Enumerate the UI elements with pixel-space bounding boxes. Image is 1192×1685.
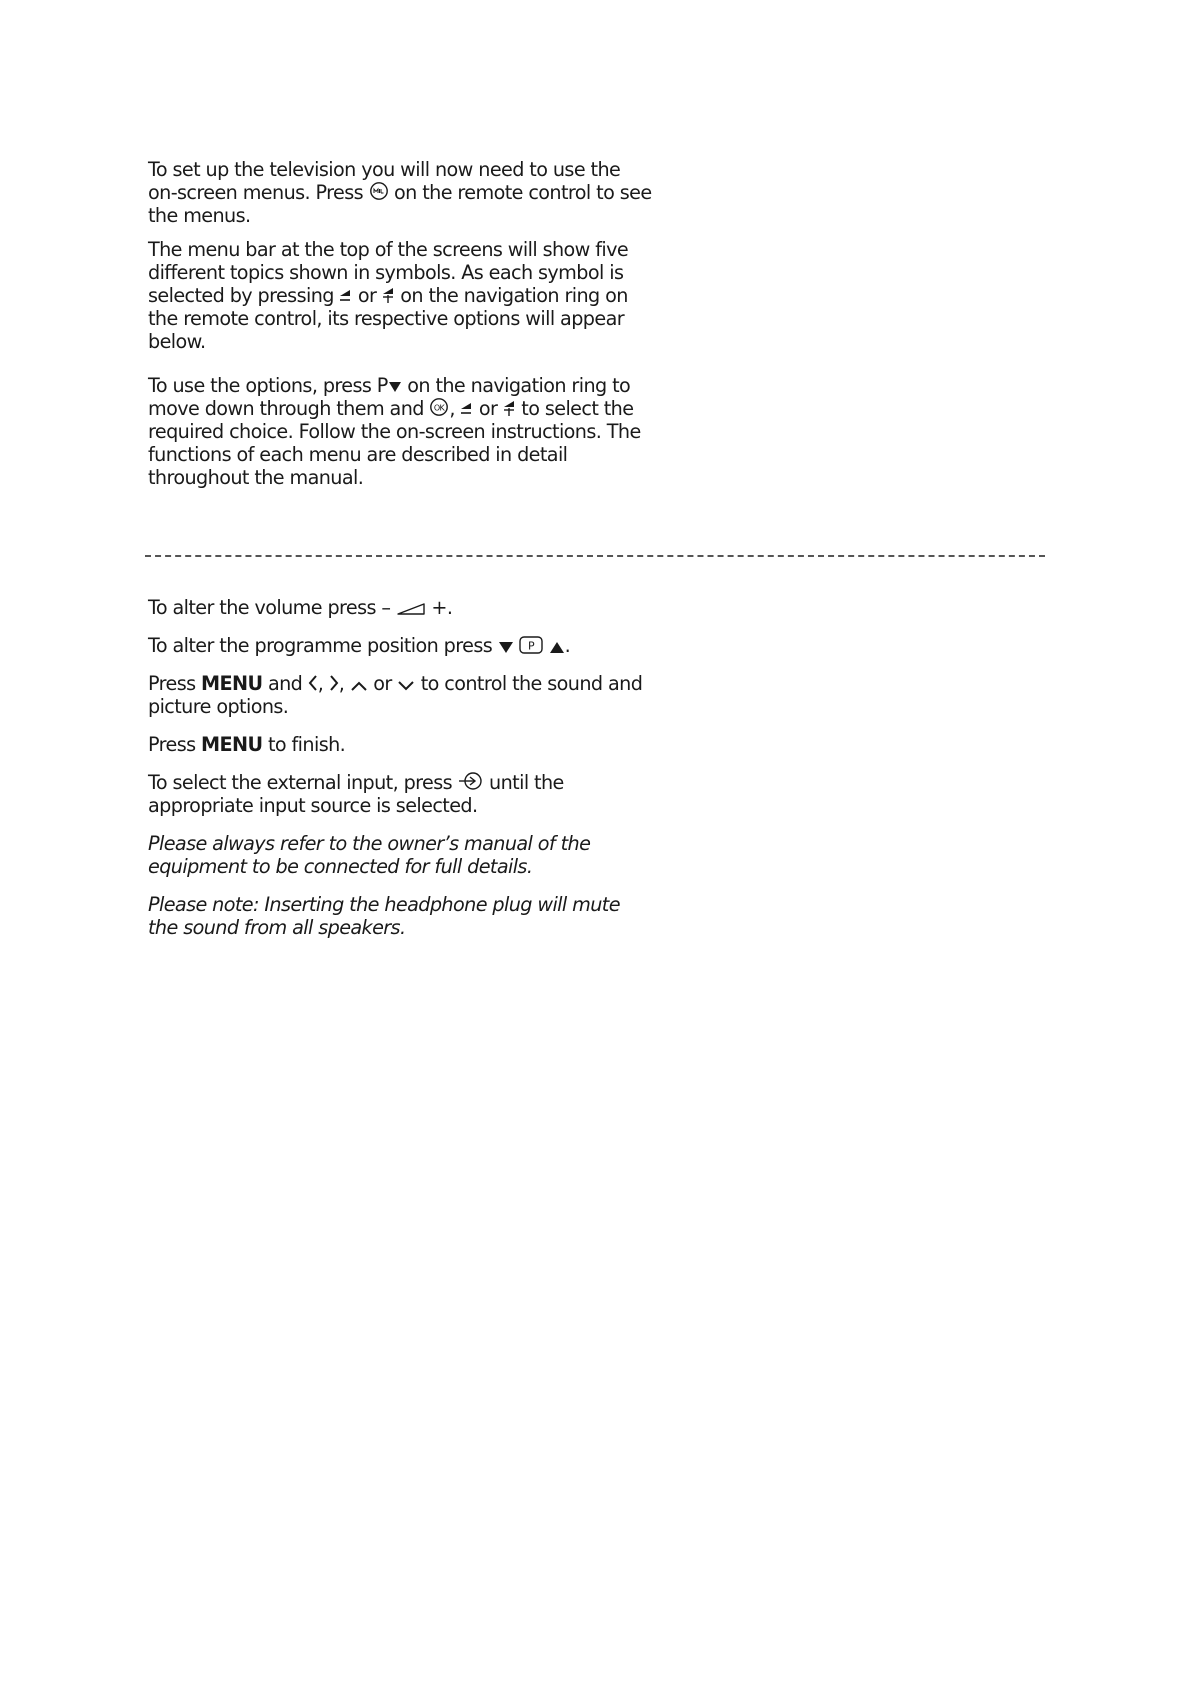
svg-text:OK: OK: [434, 403, 445, 413]
volume-paragraph: To alter the volume press – +.: [148, 596, 453, 619]
menu-bar-paragraph: The menu bar at the top of the screens will show five different topics shown in symbols. As each symbol is selected by pressing or on the navigation ring on the remote control, its respective options will appear below.: [148, 238, 629, 353]
menu-intro-text: To set up the television you will now need to use the on-screen menus. Press: [148, 158, 621, 204]
programme-button-icon: [519, 636, 543, 654]
menu-bar-text: The menu bar at the top of the screens will show five different topics shown in symbols. As each symbol is selected by pressing: [148, 238, 629, 307]
options-paragraph: To use the options, press P on the navigation ring to move down through them and OK , or to select the required choice. Follow the on-screen instructions. The functions of each menu are described in detail throughout the manual.: [148, 374, 641, 489]
volume-down-nav-icon: [460, 400, 473, 417]
down-triangle-icon: [388, 380, 402, 394]
chevron-up-icon: [350, 680, 368, 692]
chevron-right-icon: [329, 674, 339, 692]
external-input-paragraph: To select the external input, press until the appropriate input source is selected.: [148, 771, 564, 817]
controls-section: [148, 596, 653, 954]
chevron-down-icon: [397, 680, 415, 692]
headphone-note: Please note: Inserting the headphone plug will mute the sound from all speakers.: [148, 893, 620, 939]
menu-bar-text-end: on the navigation ring on the remote control, its respective options will appear below.: [148, 284, 628, 353]
volume-wedge-icon: [396, 602, 426, 616]
dashed-divider: [145, 555, 1045, 557]
chevron-left-icon: [308, 674, 318, 692]
programme-label: P: [376, 374, 388, 397]
programme-paragraph: To alter the programme position press P .: [148, 634, 571, 657]
options-text: To use the options, press: [148, 374, 372, 397]
menu-keyword: MENU: [201, 733, 263, 756]
menu-intro-paragraph: [148, 158, 653, 227]
menu-button-icon: [369, 181, 389, 201]
up-triangle-icon: [549, 640, 565, 654]
volume-down-nav-icon: [339, 287, 352, 304]
menu-intro-text-end: on the remote control to see the menus.: [148, 181, 652, 227]
svg-text:P: P: [528, 639, 535, 653]
down-triangle-icon: [498, 640, 514, 654]
options-text-middle: on the navigation ring to move down through them and: [148, 374, 631, 420]
finish-paragraph: Press MENU to finish.: [148, 733, 346, 756]
menu-keyword: MENU: [201, 672, 263, 695]
owner-manual-note: Please always refer to the owner’s manual of the equipment to be connected for full details.: [148, 832, 591, 878]
input-source-icon: [458, 771, 484, 791]
menus-section: [148, 158, 653, 502]
volume-up-nav-icon: [382, 287, 395, 304]
options-text-end: to select the required choice. Follow the on-screen instructions. The functions of each menu are described in detail throughout the manual.: [148, 397, 641, 489]
menu-control-paragraph: Press MENU and , , or to control the sound and picture options.: [148, 672, 643, 718]
ok-button-icon: [429, 397, 449, 417]
volume-up-nav-icon: [503, 400, 516, 417]
